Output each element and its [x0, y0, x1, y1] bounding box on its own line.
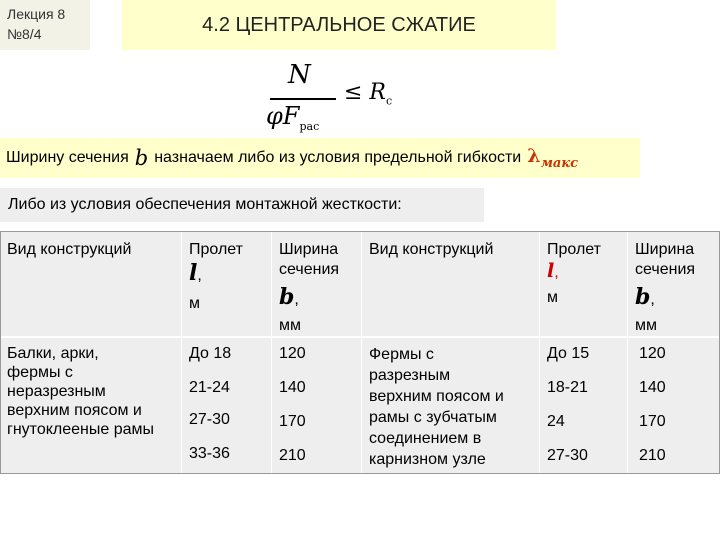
stiffness-text: Либо из условия обеспечения монтажной жесткости: — [8, 196, 402, 213]
formula-denominator: $\varphi F_{рас}$ — [266, 102, 320, 133]
formula-relation: ≤ $R_с$ — [344, 80, 393, 108]
column-divider — [361, 232, 362, 473]
column-divider — [539, 232, 540, 473]
left-width-unit: мм — [279, 317, 301, 334]
left-type-header: Вид конструкций — [7, 241, 132, 258]
lambda-max: $\lambda_{макс}$ — [527, 145, 579, 171]
right-width-header-1: Ширина — [635, 241, 695, 258]
fraction-bar — [270, 98, 336, 100]
right-width-header-2: сечения — [635, 261, 696, 278]
right-width-variable: b, — [635, 284, 655, 310]
right-width-cell: 170 — [639, 413, 666, 430]
right-span-cell: До 15 — [547, 345, 590, 362]
right-span-unit: м — [547, 289, 558, 306]
left-width-cell: 120 — [279, 345, 306, 362]
left-span-header: Пролет — [189, 241, 243, 258]
left-span-cell: 21-24 — [189, 379, 230, 396]
left-width-header-1: Ширина — [279, 241, 339, 258]
width-variable: b — [134, 146, 149, 170]
right-width-cell: 140 — [639, 379, 666, 396]
right-span-header: Пролет — [547, 241, 601, 258]
left-width-cell: 170 — [279, 413, 306, 430]
stiffness-condition-band — [0, 188, 484, 222]
slide-title: 4.2 ЦЕНТРАЛЬНОЕ СЖАТИЕ — [202, 13, 476, 36]
right-span-variable: l, — [547, 260, 559, 282]
width-text-after: назначаем либо из условия предельной гибкости — [154, 149, 522, 166]
left-span-cell: 33-36 — [189, 445, 230, 462]
left-span-variable: l, — [189, 260, 202, 286]
right-width-cell: 120 — [639, 345, 666, 362]
column-divider — [627, 232, 628, 473]
lecture-number: Лекция 8 — [7, 6, 66, 22]
left-width-variable: b, — [279, 284, 299, 310]
left-span-cell: 27-30 — [189, 411, 230, 428]
left-span-unit: м — [189, 295, 200, 312]
left-type-cell: Балки, арки, фермы с неразрезным верхним поясом и гнутоклееные рамы — [7, 345, 155, 438]
left-width-header-2: сечения — [279, 261, 340, 278]
right-span-cell: 18-21 — [547, 379, 588, 396]
right-span-cell: 27-30 — [547, 447, 588, 464]
width-text-before: Ширину сечения — [6, 149, 129, 166]
right-width-cell: 210 — [639, 447, 666, 464]
slide-title-box — [122, 0, 556, 50]
column-divider — [181, 232, 182, 473]
slide-number: №8/4 — [7, 26, 42, 42]
right-type-cell: Фермы с разрезным верхним поясом и рамы с зубчатым соединением в карнизном узле — [369, 346, 504, 468]
compression-formula — [258, 60, 398, 132]
right-span-cell: 24 — [547, 413, 565, 430]
width-condition-band — [0, 138, 640, 178]
section-width-table — [0, 231, 720, 474]
left-width-cell: 210 — [279, 447, 306, 464]
formula-numerator: N — [288, 60, 311, 90]
header-divider — [1, 336, 719, 338]
left-width-cell: 140 — [279, 379, 306, 396]
left-span-cell: До 18 — [189, 345, 232, 362]
right-type-header: Вид конструкций — [369, 241, 494, 258]
lecture-label — [0, 0, 90, 50]
right-width-unit: мм — [635, 317, 657, 334]
column-divider — [271, 232, 272, 473]
